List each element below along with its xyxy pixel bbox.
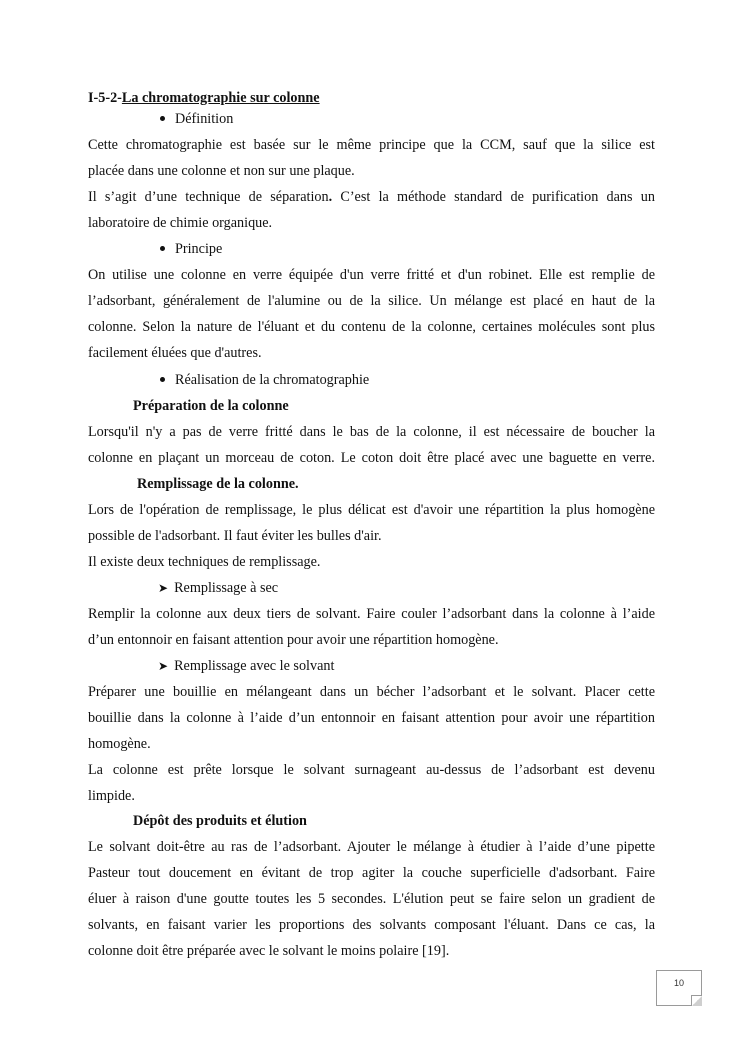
subheading-depot: Dépôt des produits et élution [133, 813, 307, 829]
paragraph-line: homogène. [88, 736, 151, 752]
bullet-label: Réalisation de la chromatographie [175, 372, 370, 388]
bullet-dot-icon [160, 116, 165, 121]
paragraph-line: bouillie dans la colonne à l’aide d’un entonnoir en faisant attention pour avoir une répartition [88, 710, 655, 726]
text-fragment: Il s’agit d’une technique de séparation [88, 189, 329, 205]
section-number: I-5-2- [88, 90, 122, 106]
paragraph-line: Lors de l'opération de remplissage, le plus délicat est d'avoir une répartition la plus homogène [88, 502, 655, 518]
paragraph-line: éluer à raison d'une goutte toutes les 5 secondes. L'élution peut se faire selon un gradient de [88, 891, 655, 907]
paragraph-line: Cette chromatographie est basée sur le même principe que la CCM, sauf que la silice est [88, 137, 655, 153]
bullet-dot-icon [160, 377, 165, 382]
subheading-remplissage: Remplissage de la colonne. [137, 476, 299, 492]
paragraph-line: colonne doit être préparée avec le solvant le moins polaire [19]. [88, 943, 450, 959]
paragraph-line: l’adsorbant, généralement de l'alumine ou de la silice. Un mélange est placé en haut de la [88, 293, 655, 309]
paragraph-line: solvants, en faisant varier les proportions des solvants composant l'éluant. Dans ce cas, la [88, 917, 655, 933]
paragraph-line: La colonne est prête lorsque le solvant surnageant au-dessus de l’adsorbant est devenu [88, 762, 655, 778]
paragraph-line: On utilise une colonne en verre équipée d'un verre fritté et d'un robinet. Elle est remplie de [88, 267, 655, 283]
paragraph-line: Remplir la colonne aux deux tiers de solvant. Faire couler l’adsorbant dans la colonne à l’aide [88, 606, 655, 622]
paragraph-line: Préparer une bouillie en mélangeant dans un bécher l’adsorbant et le solvant. Placer cette [88, 684, 655, 700]
bullet-label: Principe [175, 241, 223, 257]
section-title: La chromatographie sur colonne [121, 90, 320, 106]
bullet-dot-icon [160, 246, 165, 251]
section-heading [88, 90, 655, 106]
bullet-definition [160, 111, 233, 127]
arrow-item-solvant [158, 658, 334, 674]
arrow-item-label: Remplissage à sec [174, 580, 279, 596]
paragraph-line: possible de l'adsorbant. Il faut éviter les bulles d'air. [88, 528, 382, 544]
arrow-item-label: Remplissage avec le solvant [174, 658, 335, 674]
paragraph-line: placée dans une colonne et non sur une plaque. [88, 163, 355, 179]
bullet-realisation [160, 372, 369, 388]
text-fragment: . [328, 189, 333, 205]
paragraph-line: limpide. [88, 788, 135, 804]
paragraph-line: Il existe deux techniques de remplissage. [88, 554, 321, 570]
paragraph-line [88, 189, 655, 205]
page-fold-icon [691, 995, 702, 1006]
arrow-item-sec [158, 580, 278, 596]
arrow-bullet-icon: ➤ [158, 659, 169, 673]
text-fragment: C’est la méthode standard de purification dans un [332, 189, 655, 205]
paragraph-line: d’un entonnoir en faisant attention pour avoir une répartition homogène. [88, 632, 499, 648]
paragraph-line: Lorsqu'il n'y a pas de verre fritté dans le bas de la colonne, il est nécessaire de boucher la [88, 424, 655, 440]
paragraph-line: colonne. Selon la nature de l'éluant et du contenu de la colonne, certaines molécules sont plus [88, 319, 655, 335]
page-number-box [656, 970, 702, 1006]
arrow-bullet-icon: ➤ [158, 581, 169, 595]
paragraph-line: Pasteur tout doucement en évitant de trop agiter la couche superficielle d'adsorbant. Faire [88, 865, 655, 881]
paragraph-line: facilement éluées que d'autres. [88, 345, 262, 361]
subheading-preparation: Préparation de la colonne [133, 398, 289, 414]
paragraph-line: Le solvant doit-être au ras de l’adsorbant. Ajouter le mélange à étudier à l’aide d’une pipette [88, 839, 655, 855]
page-number: 10 [673, 978, 684, 988]
bullet-label: Définition [175, 111, 234, 127]
paragraph-line: colonne en plaçant un morceau de coton. Le coton doit être placé avec une baguette en verre. [88, 450, 655, 466]
bullet-principe [160, 241, 222, 257]
paragraph-line: laboratoire de chimie organique. [88, 215, 273, 231]
